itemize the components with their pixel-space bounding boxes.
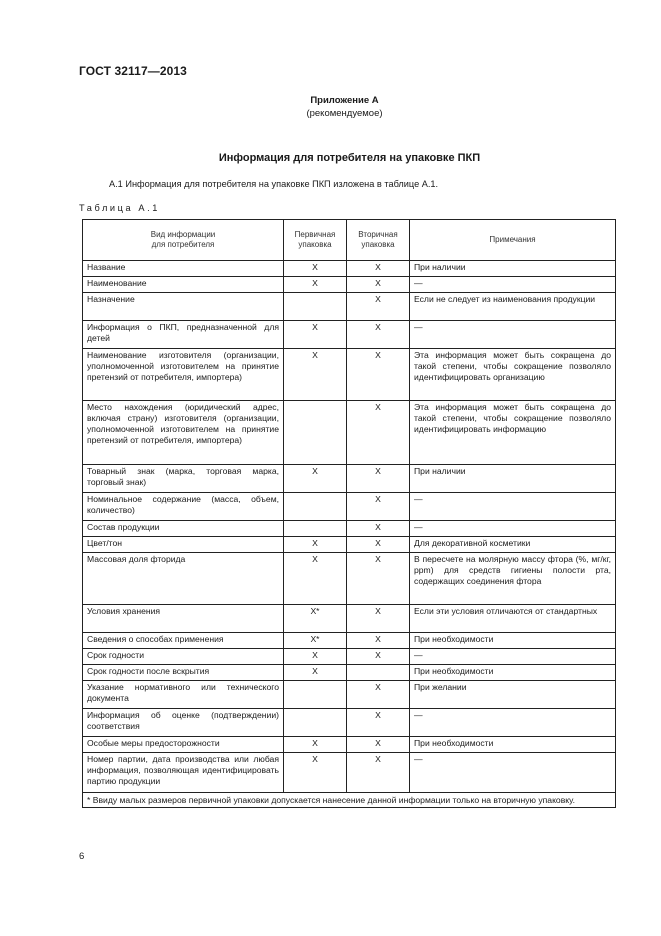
row-info-type: Срок годности xyxy=(83,649,284,665)
header-info-type: Вид информации для потребителя xyxy=(83,220,284,261)
row-note: Если не следует из наименования продукции xyxy=(410,293,616,321)
row-note: — xyxy=(410,521,616,537)
row-info-type: Указание нормативного или технического документа xyxy=(83,681,284,709)
row-note: Эта информация может быть сокращена до такой степени, чтобы сокращение позволяло идентифицировать организацию xyxy=(410,349,616,401)
row-secondary-mark: X xyxy=(347,649,410,665)
row-info-type: Наименование изготовителя (организации, уполномоченной изготовителем на принятие претензий от потребителя, импортера) xyxy=(83,349,284,401)
page-number: 6 xyxy=(79,851,85,862)
row-secondary-mark: X xyxy=(347,681,410,709)
row-secondary-mark: X xyxy=(347,401,410,465)
row-info-type: Номер партии, дата производства или любая информация, позволяющая идентифицировать партию продукции xyxy=(83,753,284,793)
row-secondary-mark: X xyxy=(347,753,410,793)
document-code: ГОСТ 32117—2013 xyxy=(79,64,187,78)
row-primary-mark: X* xyxy=(284,605,347,633)
table-footnote: * Ввиду малых размеров первичной упаковки допускается нанесение данной информации только на вторичную упаковку. xyxy=(83,793,616,808)
row-info-type: Назначение xyxy=(83,293,284,321)
row-primary-mark xyxy=(284,293,347,321)
row-note: Для декоративной косметики xyxy=(410,537,616,553)
row-note: В пересчете на молярную массу фтора (%, мг/кг, ppm) для средств гигиены полости рта, содержащих соединения фтора xyxy=(410,553,616,605)
row-primary-mark: X xyxy=(284,321,347,349)
table-caption: Таблица А.1 xyxy=(79,203,160,213)
row-info-type: Место нахождения (юридический адрес, включая страну) изготовителя (организации, уполномоченной изготовителем на принятие претензий от потребителя, импортера) xyxy=(83,401,284,465)
row-secondary-mark: X xyxy=(347,737,410,753)
row-secondary-mark: X xyxy=(347,277,410,293)
row-secondary-mark: X xyxy=(347,605,410,633)
row-primary-mark: X xyxy=(284,349,347,401)
row-primary-mark xyxy=(284,709,347,737)
row-primary-mark: X xyxy=(284,465,347,493)
row-secondary-mark: X xyxy=(347,537,410,553)
row-primary-mark: X xyxy=(284,665,347,681)
row-note: Если эти условия отличаются от стандартных xyxy=(410,605,616,633)
row-secondary-mark: X xyxy=(347,293,410,321)
table-row xyxy=(83,493,616,521)
intro-paragraph: А.1 Информация для потребителя на упаковке ПКП изложена в таблице А.1. xyxy=(109,179,439,189)
table-row xyxy=(83,553,616,605)
row-note: При необходимости xyxy=(410,737,616,753)
row-info-type: Срок годности после вскрытия xyxy=(83,665,284,681)
header-primary-package: Первичная упаковка xyxy=(284,220,347,261)
row-note: — xyxy=(410,493,616,521)
table-row xyxy=(83,537,616,553)
row-info-type: Сведения о способах применения xyxy=(83,633,284,649)
row-note: — xyxy=(410,321,616,349)
table-row xyxy=(83,605,616,633)
row-info-type: Наименование xyxy=(83,277,284,293)
table-row xyxy=(83,521,616,537)
row-primary-mark xyxy=(284,493,347,521)
header-secondary-package: Вторичная упаковка xyxy=(347,220,410,261)
table-header-row xyxy=(83,220,616,261)
row-info-type: Особые меры предосторожности xyxy=(83,737,284,753)
table-row xyxy=(83,753,616,793)
row-secondary-mark: X xyxy=(347,493,410,521)
row-note: При наличии xyxy=(410,261,616,277)
table-row xyxy=(83,665,616,681)
appendix-title: Приложение А xyxy=(310,95,379,106)
section-title: Информация для потребителя на упаковке ПКП xyxy=(218,152,481,164)
row-note: При необходимости xyxy=(410,665,616,681)
row-info-type: Товарный знак (марка, торговая марка, торговый знак) xyxy=(83,465,284,493)
appendix-heading xyxy=(0,95,661,120)
footnote-row xyxy=(83,793,616,808)
row-note: При необходимости xyxy=(410,633,616,649)
header-notes: Примечания xyxy=(410,220,616,261)
table-body xyxy=(83,261,616,793)
table-row xyxy=(83,681,616,709)
table-row xyxy=(83,737,616,753)
consumer-info-table xyxy=(82,219,616,808)
row-note: — xyxy=(410,709,616,737)
table-row xyxy=(83,349,616,401)
row-secondary-mark: X xyxy=(347,349,410,401)
table-row xyxy=(83,465,616,493)
row-info-type: Информация о ПКП, предназначенной для детей xyxy=(83,321,284,349)
row-primary-mark: X* xyxy=(284,633,347,649)
row-note: — xyxy=(410,753,616,793)
row-secondary-mark: X xyxy=(347,709,410,737)
row-secondary-mark: X xyxy=(347,553,410,605)
table-row xyxy=(83,277,616,293)
row-primary-mark: X xyxy=(284,649,347,665)
row-info-type: Состав продукции xyxy=(83,521,284,537)
row-info-type: Условия хранения xyxy=(83,605,284,633)
table-row xyxy=(83,293,616,321)
row-note: При наличии xyxy=(410,465,616,493)
row-primary-mark: X xyxy=(284,753,347,793)
row-note: При желании xyxy=(410,681,616,709)
row-info-type: Информация об оценке (подтверждении) соответствия xyxy=(83,709,284,737)
row-note: — xyxy=(410,277,616,293)
row-note: Эта информация может быть сокращена до такой степени, чтобы сокращение позволяло идентифицировать информацию xyxy=(410,401,616,465)
row-note: — xyxy=(410,649,616,665)
row-info-type: Номинальное содержание (масса, объем, количество) xyxy=(83,493,284,521)
row-secondary-mark: X xyxy=(347,521,410,537)
row-secondary-mark: X xyxy=(347,633,410,649)
appendix-subtitle: (рекомендуемое) xyxy=(306,107,383,119)
table-row xyxy=(83,709,616,737)
row-primary-mark xyxy=(284,401,347,465)
row-primary-mark: X xyxy=(284,261,347,277)
row-secondary-mark: X xyxy=(347,321,410,349)
row-info-type: Цвет/тон xyxy=(83,537,284,553)
table-row xyxy=(83,633,616,649)
row-info-type: Массовая доля фторида xyxy=(83,553,284,605)
row-primary-mark: X xyxy=(284,277,347,293)
row-primary-mark xyxy=(284,681,347,709)
row-primary-mark xyxy=(284,521,347,537)
table-row xyxy=(83,401,616,465)
table-row xyxy=(83,261,616,277)
row-secondary-mark: X xyxy=(347,261,410,277)
row-info-type: Название xyxy=(83,261,284,277)
table-row xyxy=(83,321,616,349)
row-secondary-mark xyxy=(347,665,410,681)
row-secondary-mark: X xyxy=(347,465,410,493)
row-primary-mark: X xyxy=(284,537,347,553)
table-row xyxy=(83,649,616,665)
row-primary-mark: X xyxy=(284,737,347,753)
row-primary-mark: X xyxy=(284,553,347,605)
